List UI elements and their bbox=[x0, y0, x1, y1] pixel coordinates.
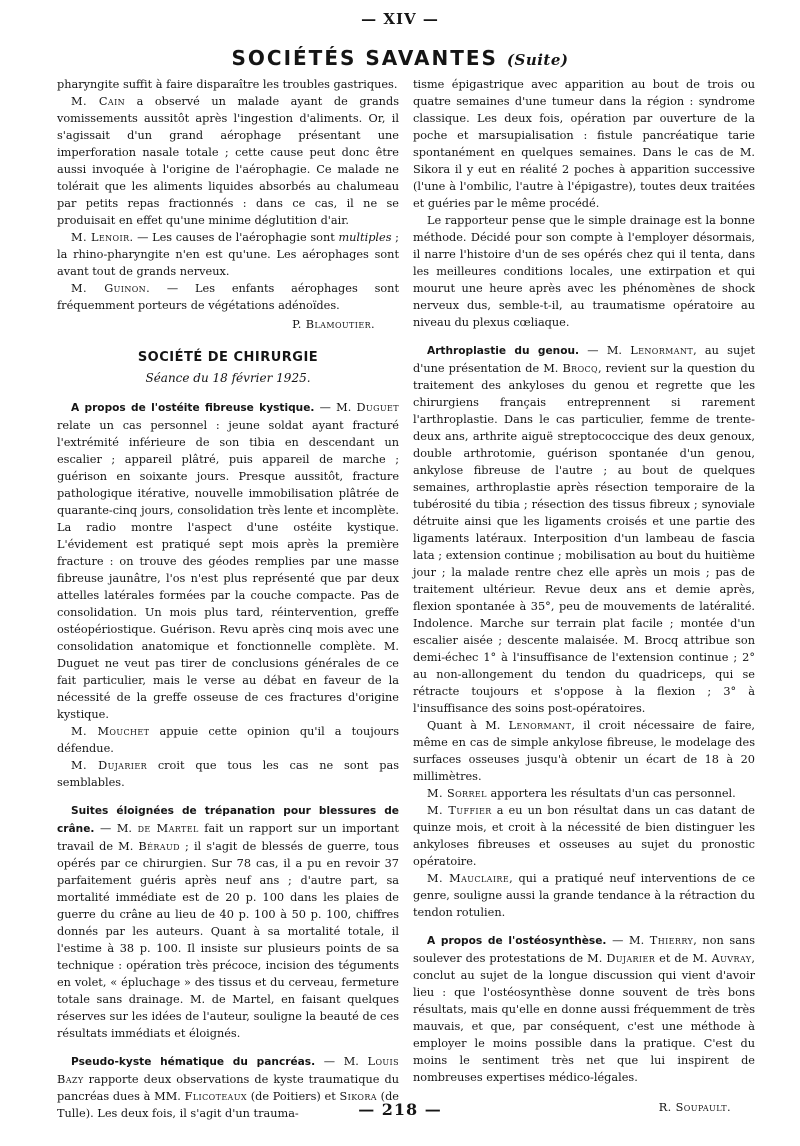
paragraph-text: — Les causes de l'aérophagie sont bbox=[133, 231, 339, 244]
speaker-name: de Martel bbox=[137, 822, 199, 835]
paragraph bbox=[57, 280, 399, 314]
speaker-name: Thierry bbox=[649, 934, 694, 947]
paragraph bbox=[413, 802, 755, 870]
paragraph-text: , il croit nécessaire de faire, même en cas de simple ankylose fibreuse, le modelage des surfaces osseuses jusqu'à obtenir un écart de 18 à 20 millimètres. bbox=[413, 719, 755, 783]
paragraph: pharyngite suffit à faire disparaître les troubles gastriques. bbox=[57, 78, 398, 91]
speaker-name: Auvray bbox=[711, 952, 752, 965]
paragraph-text: , conclut au sujet de la longue discussion qui vient d'avoir lieu : que l'ostéosynthèse donne souvent de très bons résultats, mais qu'elle en donne aussi fréquemment de très mauvais, et que, par conséquent, c'est une méthode à employer le moins possible dans la pratique. C'est du moins le sentiment très net que lui inspirent de nombreuses expertises médico-légales. bbox=[413, 952, 755, 1084]
section-heading: SOCIÉTÉ DE CHIRURGIE bbox=[137, 350, 319, 365]
paragraph-text: rapporte deux observations de kyste traumatique du pancréas dues à MM. bbox=[57, 1073, 399, 1103]
speaker-name: M. Mouchet bbox=[71, 725, 150, 738]
journal-section-title: SOCIÉTÉS SAVANTES bbox=[231, 46, 498, 70]
article-heading: Pseudo-kyste hématique du pancréas. bbox=[71, 1056, 316, 1068]
article-heading: A propos de l'ostéite fibreuse kystique. bbox=[71, 402, 315, 414]
paragraph-text: , au sujet d'une présentation de M. bbox=[413, 344, 755, 375]
paragraph-text: , revient sur la question du traitement des ankyloses du genou et regrette que les chirurgiens français entreprennent si rarement l'arthroplastie. Dans le cas particulier, femme de trente-deux ans, arthrite aiguë streptococcique des deux genoux, double arthrotomie, guérison spontanée d'un genou, ankylose fibreuse de l'autre ; au bout de quelques semaines, arthroplastie après résection temporaire de la tubérosité du tibia ; résection des tissus fibreux ; synoviale détruite ainsi que les ligaments croisés et une partie des ligaments latéraux. Interposition d'un lambeau de fascia lata ; extension continue ; mobilisation au bout du huitième jour ; la malade rentre chez elle après un mois ; pas de traitement ultérieur. Revue deux ans et demie après, flexion spontanée à 35°, peu de mouvements de latéralité. Indolence. Marche sur terrain plat facile ; montée d'un escalier aisée ; descente malaisée. M. Brocq attribue son demi-échec 1° à l'insuffisance de l'extension continue ; 2° au non-allongement du tendon du quadriceps, qui se rétracte toujours et s'oppose à la flexion ; 3° à l'insuffisance des soins post-opératoires. bbox=[413, 362, 755, 715]
right-column bbox=[413, 76, 755, 1116]
paragraph-text: relate un cas personnel : jeune soldat ayant fracturé l'extrémité inférieure de son tibia en descendant un escalier ; appareil plâtré, puis appareil de marche ; guérison en soixante jours. Presque aussitôt, fracture pathologique itérative, nouvelle immobilisation plâtrée de quarante-cinq jours, consolidation très lente et incomplète. La radio montre l'aspect d'une ostéite kystique. L'évidement est pratiqué sept mois après la première fracture : on trouve des géodes remplies par une masse fibreuse jaunâtre, l'os n'est plus représenté que par deux attelles latérales formées par la couche compacte. Pas de consolidation. Un mois plus tard, réintervention, greffe ostéopériostique. Guérison. Revu après cinq mois avec une consolidation anatomique et fonctionnelle complète. M. Duguet ne veut pas tirer de conclusions générales de ce fait particulier, mais le verse au débat en faveur de la nécessité de la greffe osseuse de ces fractures d'origine kystique. bbox=[57, 419, 399, 721]
speaker-name: Lenormant bbox=[630, 344, 694, 357]
paragraph bbox=[413, 870, 755, 921]
paragraph-text: a observé un malade ayant de grands vomissements aussitôt après l'ingestion d'aliments. Or, il s'agissait d'un grand aérophage présentant une imperforation nasale totale ; cette cause peut donc être aussi invoquée à l'origine de l'aérophagie. Ce malade ne tolérait que les aliments liquides absorbés au chalumeau par petits repas fractionnés : dans ce cas, il ne se produisait en effet qu'une minime déglutition d'air. bbox=[57, 95, 399, 227]
page-number: — 218 — bbox=[358, 1100, 442, 1119]
article-heading: Suites éloignées de trépanation pour blessures de crâne. bbox=[57, 805, 399, 835]
speaker-name: Louis Bazy bbox=[57, 1055, 399, 1086]
session-date: Séance du 18 février 1925. bbox=[145, 371, 311, 385]
left-column bbox=[57, 76, 399, 1122]
paragraph bbox=[413, 932, 755, 1086]
article-heading: Arthroplastie du genou. bbox=[427, 345, 580, 357]
running-head bbox=[0, 46, 800, 72]
paragraph: tisme épigastrique avec apparition au bout de trois ou quatre semaines d'une tumeur dans la région : syndrome classique. Les deux fois, opération par ouverture de la poche et marsupialisation : fistule pancréatique tarie spontanément en quelques semaines. Dans le cas de M. Sikora il y eut en réalité 2 poches à apparition successive (l'une à l'ombilic, l'autre à l'épigastre), toutes deux traitées et guéries par le même procédé. bbox=[413, 78, 755, 210]
speaker-name: Lenormant bbox=[508, 719, 572, 732]
speaker-name: M. Lenoir. bbox=[71, 231, 134, 244]
author-signature: R. Soupault. bbox=[658, 1101, 731, 1114]
paragraph bbox=[413, 342, 755, 717]
speaker-name: M. Tuffier bbox=[427, 804, 492, 817]
paragraph-text: — M. bbox=[314, 401, 357, 414]
paragraph-text: apportera les résultats d'un cas personnel. bbox=[486, 787, 736, 800]
paragraph bbox=[57, 757, 399, 791]
speaker-name: Brocq bbox=[562, 362, 599, 375]
suite-label: (Suite) bbox=[506, 51, 569, 69]
paragraph-text: (de Tulle). Les deux fois, il s'agit d'un trauma- bbox=[57, 1090, 399, 1120]
paragraph-text: croit que tous les cas ne sont pas semblables. bbox=[57, 759, 399, 789]
paragraph bbox=[57, 802, 399, 1042]
paragraph-text: fait un rapport sur un important travail de M. bbox=[57, 822, 399, 853]
paragraph bbox=[413, 717, 755, 785]
speaker-name: Dujarier bbox=[606, 952, 656, 965]
paragraph-text: — M. bbox=[606, 934, 650, 947]
paragraph-text: , non sans soulever des protestations de M. bbox=[413, 934, 756, 965]
paragraph bbox=[413, 785, 755, 802]
speaker-name: Flicoteaux bbox=[184, 1090, 247, 1103]
paragraph: Le rapporteur pense que le simple drainage est la bonne méthode. Décidé pour son compte à l'employer désormais, il narre l'histoire d'un de ses opérés chez qui il tenta, dans les meilleures conditions locales, une extirpation et qui mourut une heure après avec les phénomènes de shock nerveux dus, semble-t-il, au traumatisme opératoire au niveau du plexus cœliaque. bbox=[413, 214, 755, 329]
speaker-name: Duguet bbox=[356, 401, 399, 414]
speaker-name: M. Dujarier bbox=[71, 759, 147, 772]
speaker-name: Sikora bbox=[339, 1090, 377, 1103]
paragraph-text: Quant à M. bbox=[427, 719, 509, 732]
paragraph-text: — M. bbox=[579, 344, 631, 357]
speaker-name: M. Mauclaire bbox=[427, 872, 510, 885]
paragraph-text: a eu un bon résultat dans un cas datant de quinze mois, et croit à la nécessité de bien distinguer les ankyloses fibreuses et osseuses au sujet du pronostic opératoire. bbox=[413, 804, 755, 868]
paragraph-text: — M. bbox=[94, 822, 138, 835]
paragraph-text: — Les enfants aérophages sont fréquemment porteurs de végétations adénoïdes. bbox=[57, 282, 399, 312]
article-heading: A propos de l'ostéosynthèse. bbox=[427, 935, 607, 947]
paragraph-text: (de Poitiers) et bbox=[246, 1090, 340, 1103]
emphasis: multiples bbox=[338, 231, 392, 244]
paragraph bbox=[57, 723, 399, 757]
speaker-name: M. Cain bbox=[71, 95, 126, 108]
paragraph bbox=[57, 229, 399, 280]
paragraph-text: ; la rhino-pharyngite n'en est qu'une. Les aérophages sont avant tout de grands nerveux. bbox=[57, 231, 399, 278]
author-signature: P. Blamoutier. bbox=[292, 318, 375, 331]
paragraph-text: ; il s'agit de blessés de guerre, tous opérés par ce chirurgien. Sur 78 cas, il a pu en revoir 37 parfaitement guéris après neuf ans ; d'autre part, sa mortalité immédiate est de 20 p. 100 dans les plaies de guerre du crâne au lieu de 40 p. 100 à 50 p. 100, chiffres donnés par les auteurs. Quant à sa mortalité totale, il l'estime à 38 p. 100. Il insiste sur plusieurs points de sa technique : opération très précoce, incision des téguments en volet, « épluchage » des tissus et du cerveau, fermeture totale sans drainage. M. de Martel, en faisant quelques réserves sur les idées de l'auteur, souligne la beauté de ces résultats immédiats et éloignés. bbox=[57, 840, 399, 1040]
paragraph bbox=[57, 399, 399, 723]
page-numeral-roman: — XIV — bbox=[361, 10, 439, 28]
speaker-name: M. Guinon. bbox=[71, 282, 151, 295]
paragraph-text: et de M. bbox=[655, 952, 712, 965]
speaker-name: M. Sorrel bbox=[427, 787, 487, 800]
paragraph-text: , qui a pratiqué neuf interventions de ce genre, souligne aussi la grande tendance à la rétraction du tendon rotulien. bbox=[413, 872, 755, 919]
paragraph-text: — M. bbox=[315, 1055, 368, 1068]
paragraph-text: appuie cette opinion qu'il a toujours défendue. bbox=[57, 725, 399, 755]
speaker-name: Béraud bbox=[138, 840, 180, 853]
paragraph bbox=[57, 93, 399, 229]
